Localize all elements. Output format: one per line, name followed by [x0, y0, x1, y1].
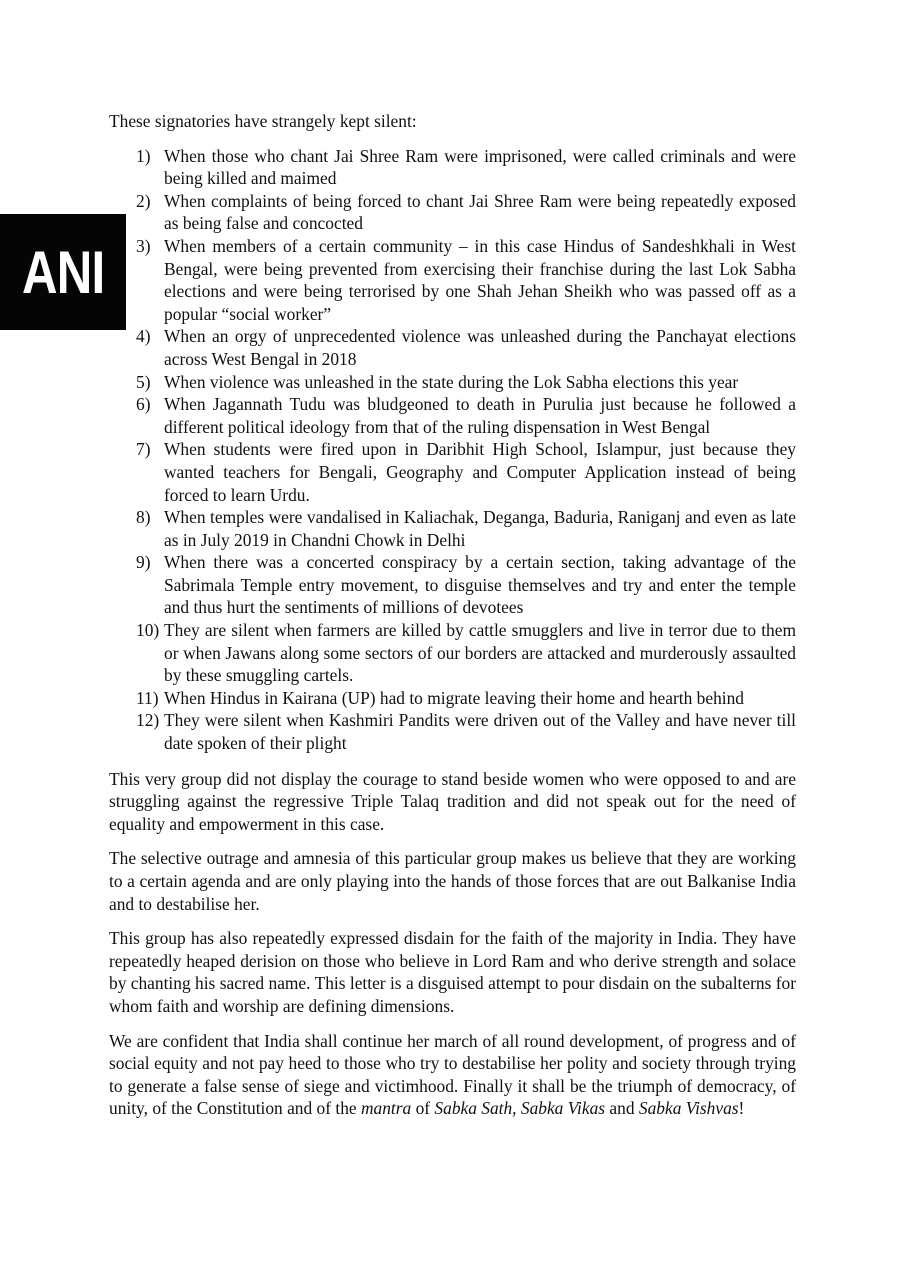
ani-logo-text: ANI: [21, 238, 105, 306]
list-text: When Jagannath Tudu was bludgeoned to death in Purulia just because he followed a different political ideology from that of the ruling dispensation in West Bengal: [164, 394, 796, 437]
list-text: When those who chant Jai Shree Ram were imprisoned, were called criminals and were being killed and maimed: [164, 145, 796, 189]
list-text: They are silent when farmers are killed by cattle smugglers and live in terror due to them or when Jawans along some sectors of our borders are attacked and murderously assaulted by these smuggling cartels.: [164, 620, 796, 686]
list-item: [109, 235, 796, 325]
list-item: [109, 393, 796, 438]
intro-text: These signatories have strangely kept silent:: [109, 111, 417, 131]
list-text: When Hindus in Kairana (UP) had to migrate leaving their home and hearth behind: [164, 687, 744, 708]
list-text: They were silent when Kashmiri Pandits were driven out of the Valley and have never till date spoken of their plight: [164, 710, 796, 754]
list-item: [109, 371, 796, 394]
list-number: 7): [136, 439, 151, 460]
list-item: [109, 506, 796, 551]
list-item: [109, 438, 796, 506]
ani-logo: [0, 214, 126, 330]
list-number: 12): [136, 710, 160, 731]
list-item: [109, 709, 796, 754]
list-number: 10): [136, 620, 160, 641]
sabka-vishvas-text: Sabka Vishvas: [638, 1098, 739, 1119]
list-text: When there was a concerted conspiracy by a certain section, taking advantage of the Sabrimala Temple entry movement, to disguise themselves and try and enter the temple and thus hurt the sentiments of millions of devotees: [164, 552, 796, 618]
list-number: 11): [136, 687, 159, 708]
list-text: When students were fired upon in Daribhit High School, Islampur, just because they wanted teachers for Bengali, Geography and Computer Application instead of being forced to learn Urdu.: [164, 439, 796, 505]
list-number: 1): [136, 145, 151, 166]
list-item: [109, 145, 796, 190]
document-page: [109, 110, 796, 1120]
list-item: [109, 551, 796, 619]
list-number: 5): [136, 371, 151, 392]
list-number: 2): [136, 190, 151, 211]
list-text: When an orgy of unprecedented violence was unleashed during the Panchayat elections across West Bengal in 2018: [164, 326, 796, 369]
conclusion-end: !: [738, 1098, 745, 1119]
list-number: 6): [136, 394, 151, 415]
conclusion-text: We are confident that India shall continue her march of all round development, of progress and of social equity and not pay heed to those who try to destabilise her polity and society through trying to generate a false sense of siege and victimhood. Finally it shall be the triumph of democracy, of unity, of the Constitution and of the: [109, 1030, 796, 1119]
paragraph-conclusion: [109, 1030, 796, 1120]
list-number: 8): [136, 507, 151, 528]
list-text: When violence was unleashed in the state during the Lok Sabha elections this year: [164, 371, 739, 392]
mantra-text: mantra: [360, 1098, 412, 1119]
list-item: [109, 325, 796, 370]
list-item: [109, 619, 796, 687]
list-item: [109, 687, 796, 710]
list-text: When members of a certain community – in this case Hindus of Sandeshkhali in West Bengal, were being prevented from exercising their franchise during the last Lok Sabha elections and were being terrorised by one Shah Jehan Sheikh who was passed off as a popular “social worker”: [164, 235, 796, 324]
sabka-sath-text: Sabka Sath, Sabka Vikas: [434, 1098, 606, 1119]
list-item: [109, 190, 796, 235]
paragraph-selective-outrage: The selective outrage and amnesia of this particular group makes us believe that they are working to a certain agenda and are only playing into the hands of those forces that are out Balkanise India and to destabilise her.: [109, 848, 796, 914]
list-text: When temples were vandalised in Kaliachak, Deganga, Baduria, Raniganj and even as late as in July 2019 in Chandni Chowk in Delhi: [164, 507, 796, 550]
list-number: 9): [136, 552, 151, 573]
paragraph-triple-talaq: This very group did not display the courage to stand beside women who were opposed to and are struggling against the regressive Triple Talaq tradition and did not speak out for the need of equality and empowerment in this case.: [109, 768, 796, 834]
conclusion-of: of: [411, 1098, 435, 1119]
paragraph-disdain: This group has also repeatedly expressed disdain for the faith of the majority in India. They have repeatedly heaped derision on those who believe in Lord Ram and who derive strength and solace by chanting his sacred name. This letter is a disguised attempt to pour disdain on the subalterns for whom faith and worship are defining dimensions.: [109, 928, 796, 1016]
list-number: 4): [136, 326, 151, 347]
conclusion-and: and: [605, 1098, 639, 1119]
silence-list: [109, 145, 796, 755]
list-number: 3): [136, 235, 151, 256]
list-text: When complaints of being forced to chant Jai Shree Ram were being repeatedly exposed as being false and concocted: [164, 190, 796, 234]
